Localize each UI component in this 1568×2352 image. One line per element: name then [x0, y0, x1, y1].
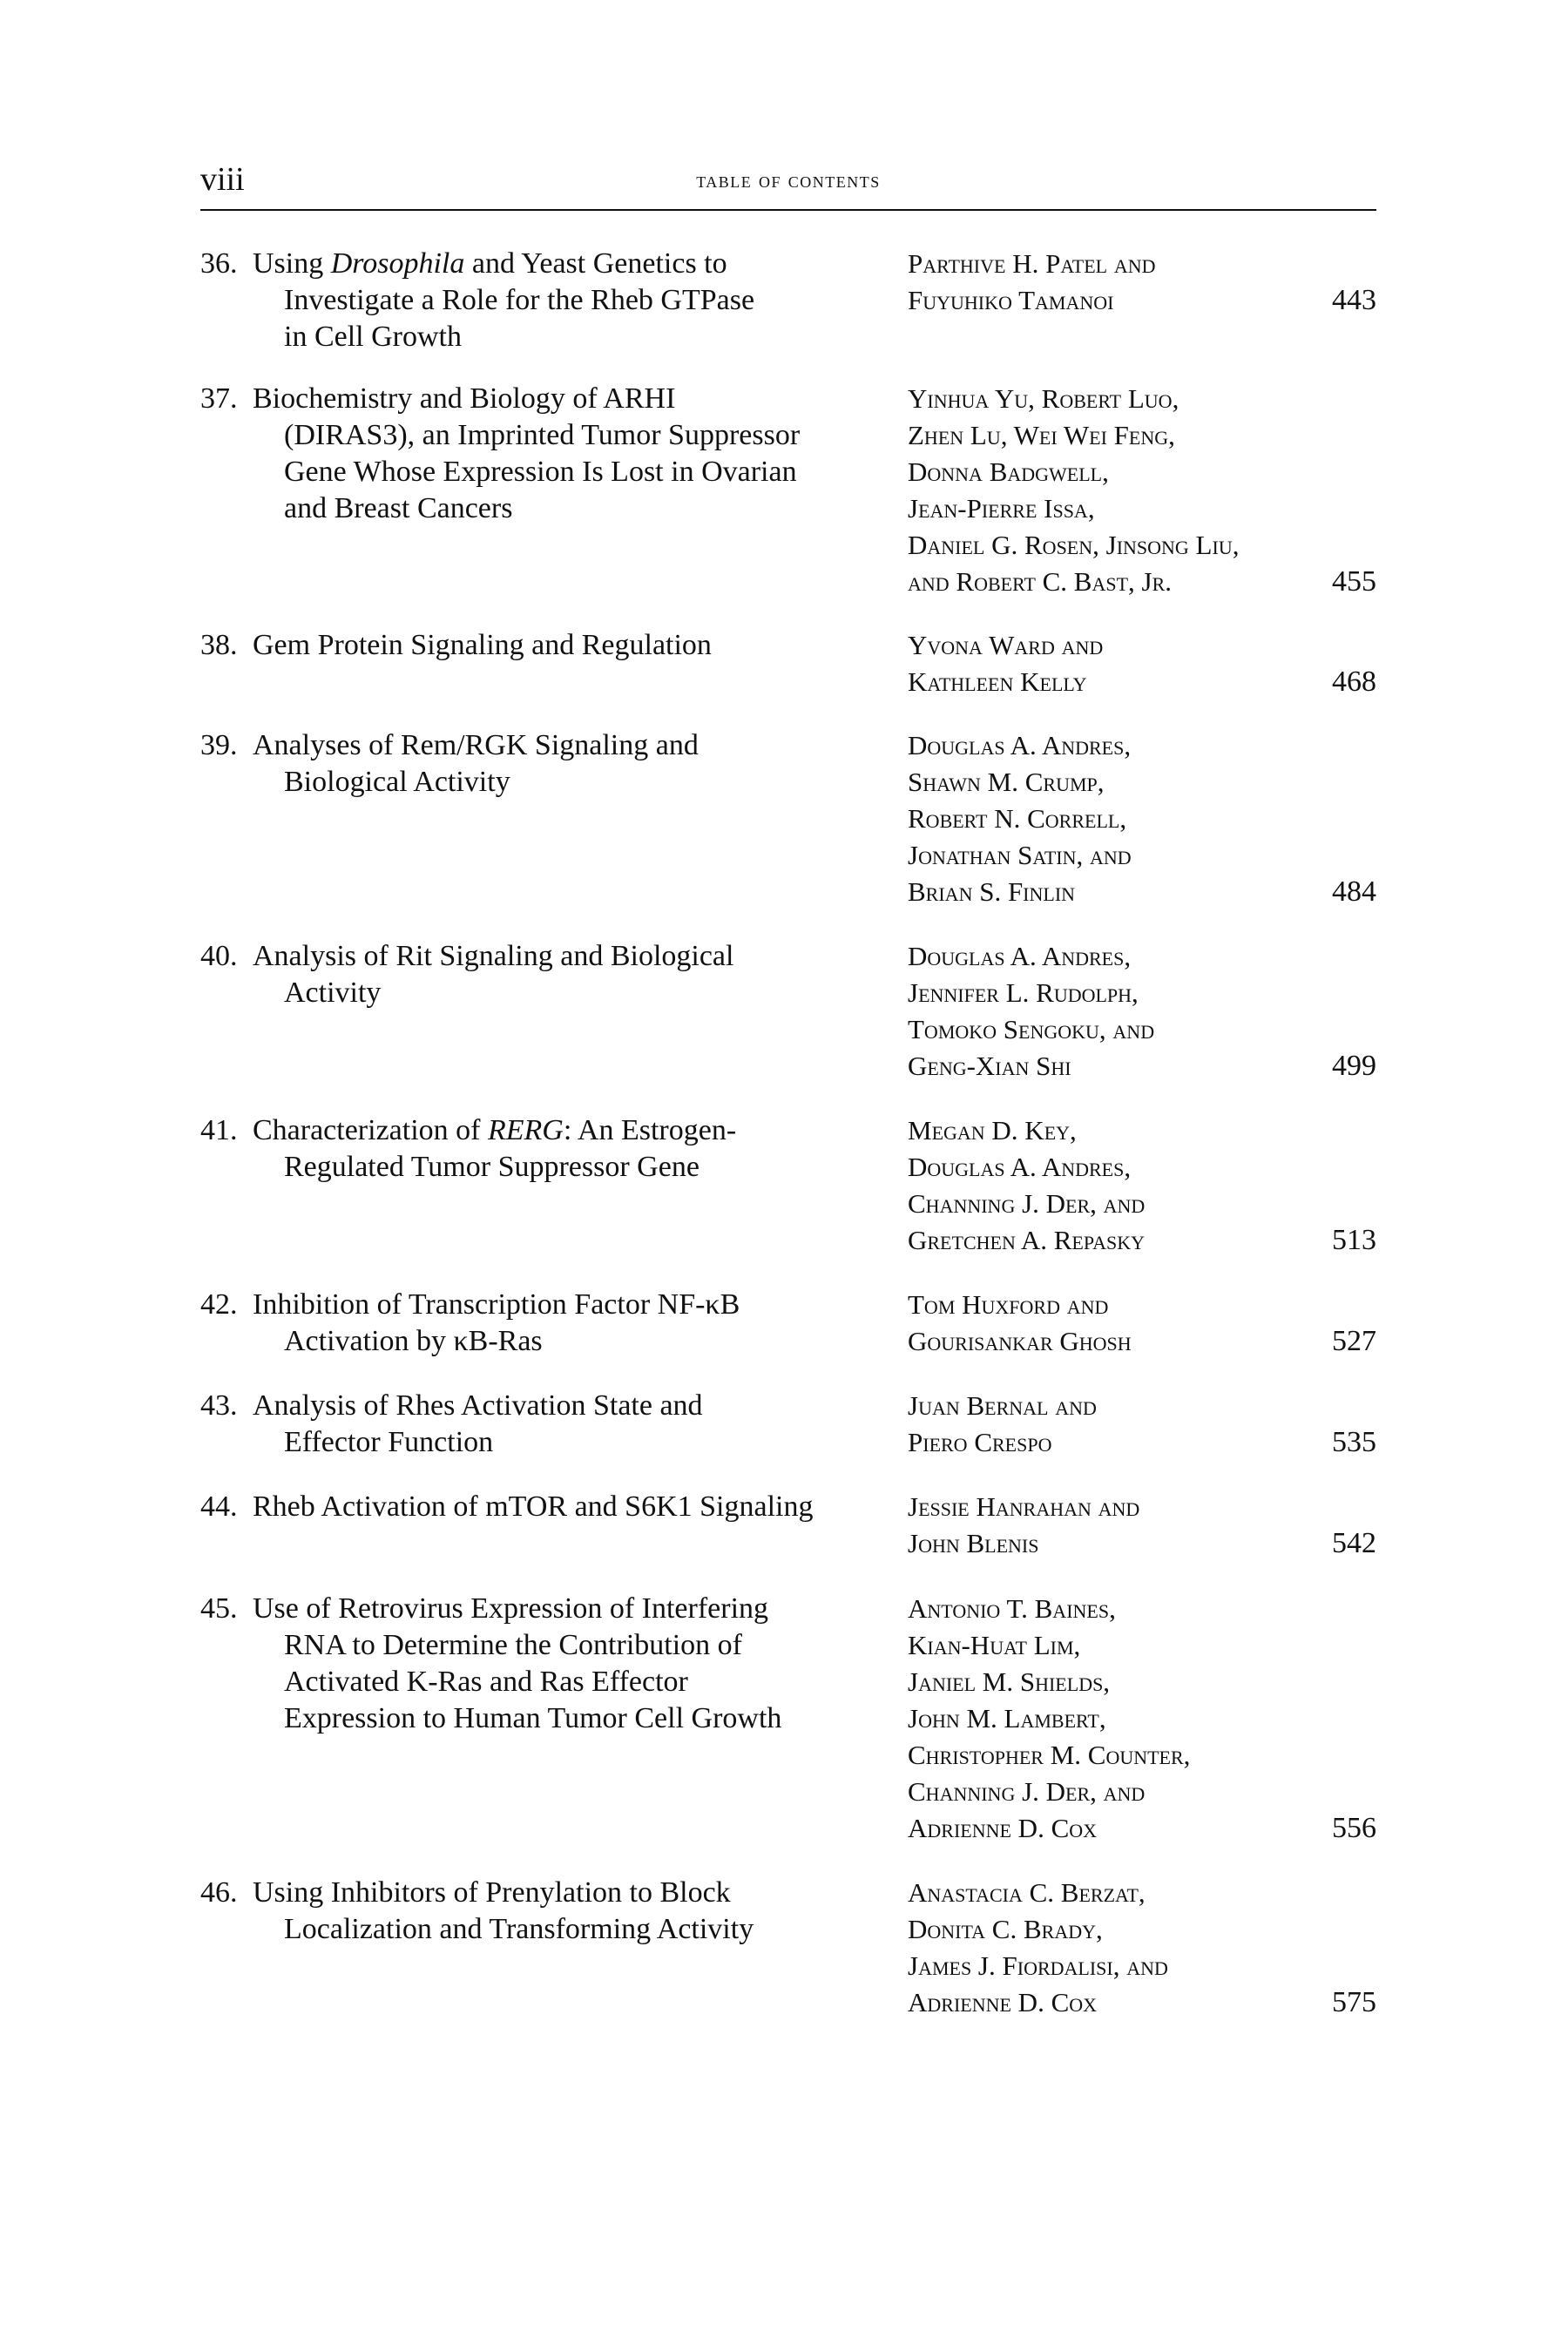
entry-page-number: 542	[1332, 1527, 1376, 1559]
title-line: Investigate a Role for the Rheb GTPase	[284, 284, 755, 316]
page-number: viii	[200, 161, 245, 198]
running-title: table of contents	[696, 169, 881, 193]
title-line: Activated K-Ras and Ras Effector	[284, 1666, 688, 1698]
author-line: Shawn M. Crump,	[908, 767, 1105, 797]
title-line: Use of Retrovirus Expression of Interfering	[253, 1592, 769, 1625]
title-line: Characterization of RERG: An Estrogen-	[253, 1114, 737, 1146]
title-line: Rheb Activation of mTOR and S6K1 Signaling	[253, 1490, 814, 1523]
entry-authors	[908, 1591, 1326, 1847]
author-line: Kathleen Kelly	[908, 666, 1087, 697]
author-line: John Blenis	[908, 1528, 1039, 1558]
author-line: Kian-Huat Lim,	[908, 1630, 1081, 1660]
title-line: Inhibition of Transcription Factor NF-κB	[253, 1288, 740, 1321]
title-line: Activation by κB-Ras	[284, 1325, 543, 1357]
title-line: and Breast Cancers	[284, 492, 513, 524]
entry-authors	[908, 1112, 1326, 1259]
title-line: Regulated Tumor Suppressor Gene	[284, 1151, 700, 1183]
entry-page-number: 556	[1332, 1812, 1376, 1844]
entry-page-number: 575	[1332, 1986, 1376, 2018]
title-line: (DIRAS3), an Imprinted Tumor Suppressor	[284, 419, 801, 451]
author-line: Parthive H. Patel and	[908, 248, 1156, 279]
entry-number: 40.	[200, 940, 238, 972]
author-line: Antonio T. Baines,	[908, 1593, 1116, 1624]
author-line: Yvona Ward and	[908, 630, 1104, 660]
author-line: Channing J. Der, and	[908, 1776, 1146, 1807]
title-line: Gene Whose Expression Is Lost in Ovarian	[284, 456, 797, 488]
title-line: Analysis of Rhes Activation State and	[253, 1389, 703, 1422]
author-line: Janiel M. Shields,	[908, 1666, 1111, 1697]
author-line: Jean-Pierre Issa,	[908, 493, 1095, 524]
entry-page-number: 535	[1332, 1426, 1376, 1458]
entry-number: 39.	[200, 729, 238, 761]
page-header	[200, 157, 1376, 211]
title-line: Analyses of Rem/RGK Signaling and	[253, 729, 699, 761]
author-line: Geng-Xian Shi	[908, 1051, 1071, 1081]
entry-page-number: 455	[1332, 565, 1376, 598]
entry-authors	[908, 246, 1326, 319]
entry-authors	[908, 381, 1326, 600]
entry-authors	[908, 1489, 1326, 1562]
entry-number: 36.	[200, 247, 238, 280]
author-line: Anastacia C. Berzat,	[908, 1877, 1146, 1908]
author-line: Christopher M. Counter,	[908, 1740, 1191, 1770]
title-line: Using Inhibitors of Prenylation to Block	[253, 1876, 731, 1909]
author-line: Yinhua Yu, Robert Luo,	[908, 383, 1179, 414]
entry-page-number: 468	[1332, 666, 1376, 698]
title-line: Biochemistry and Biology of ARHI	[253, 382, 676, 415]
title-line: Expression to Human Tumor Cell Growth	[284, 1702, 782, 1734]
author-line: Gretchen A. Repasky	[908, 1225, 1145, 1255]
entry-page-number: 443	[1332, 284, 1376, 316]
author-line: and Robert C. Bast, Jr.	[908, 566, 1173, 597]
author-line: Megan D. Key,	[908, 1115, 1077, 1146]
entry-number: 38.	[200, 629, 238, 661]
title-line: Localization and Transforming Activity	[284, 1913, 754, 1945]
entry-number: 46.	[200, 1876, 238, 1909]
title-line: Activity	[284, 977, 382, 1009]
title-line: RNA to Determine the Contribution of	[284, 1629, 742, 1661]
entry-number: 41.	[200, 1114, 238, 1146]
entry-page-number: 527	[1332, 1325, 1376, 1357]
author-line: John M. Lambert,	[908, 1703, 1106, 1734]
entry-authors	[908, 1287, 1326, 1360]
author-line: Donna Badgwell,	[908, 456, 1109, 487]
author-line: Juan Bernal and	[908, 1390, 1097, 1421]
author-line: Zhen Lu, Wei Wei Feng,	[908, 420, 1175, 450]
title-line: in Cell Growth	[284, 321, 462, 353]
entry-page-number: 484	[1332, 875, 1376, 908]
entry-number: 44.	[200, 1490, 238, 1523]
title-line: Gem Protein Signaling and Regulation	[253, 629, 712, 661]
entry-number: 37.	[200, 382, 238, 415]
author-line: Gourisankar Ghosh	[908, 1326, 1132, 1356]
entry-number: 45.	[200, 1592, 238, 1625]
author-line: Adrienne D. Cox	[908, 1987, 1098, 2017]
title-line: Effector Function	[284, 1426, 494, 1458]
author-line: Daniel G. Rosen, Jinsong Liu,	[908, 530, 1240, 560]
entry-page-number: 513	[1332, 1224, 1376, 1256]
entry-number: 42.	[200, 1288, 238, 1321]
author-line: Brian S. Finlin	[908, 876, 1076, 907]
author-line: Robert N. Correll,	[908, 803, 1127, 834]
author-line: Channing J. Der, and	[908, 1188, 1146, 1219]
author-line: Douglas A. Andres,	[908, 730, 1132, 760]
author-line: Donita C. Brady,	[908, 1914, 1103, 1944]
title-line: Biological Activity	[284, 766, 510, 798]
author-line: Jessie Hanrahan and	[908, 1491, 1140, 1522]
title-line: Using Drosophila and Yeast Genetics to	[253, 247, 727, 280]
author-line: Jennifer L. Rudolph,	[908, 977, 1139, 1008]
author-line: Fuyuhiko Tamanoi	[908, 285, 1114, 315]
author-line: Tom Huxford and	[908, 1289, 1109, 1320]
entry-authors	[908, 938, 1326, 1085]
author-line: James J. Fiordalisi, and	[908, 1950, 1168, 1981]
author-line: Piero Crespo	[908, 1427, 1052, 1457]
entry-authors	[908, 727, 1326, 910]
entry-page-number: 499	[1332, 1050, 1376, 1082]
author-line: Adrienne D. Cox	[908, 1813, 1098, 1843]
entry-authors	[908, 1388, 1326, 1461]
author-line: Jonathan Satin, and	[908, 840, 1132, 870]
entry-authors	[908, 627, 1326, 700]
title-line: Analysis of Rit Signaling and Biological	[253, 940, 734, 972]
entry-authors	[908, 1875, 1326, 2021]
entry-number: 43.	[200, 1389, 238, 1422]
author-line: Douglas A. Andres,	[908, 1152, 1132, 1182]
author-line: Douglas A. Andres,	[908, 941, 1132, 971]
author-line: Tomoko Sengoku, and	[908, 1014, 1155, 1044]
